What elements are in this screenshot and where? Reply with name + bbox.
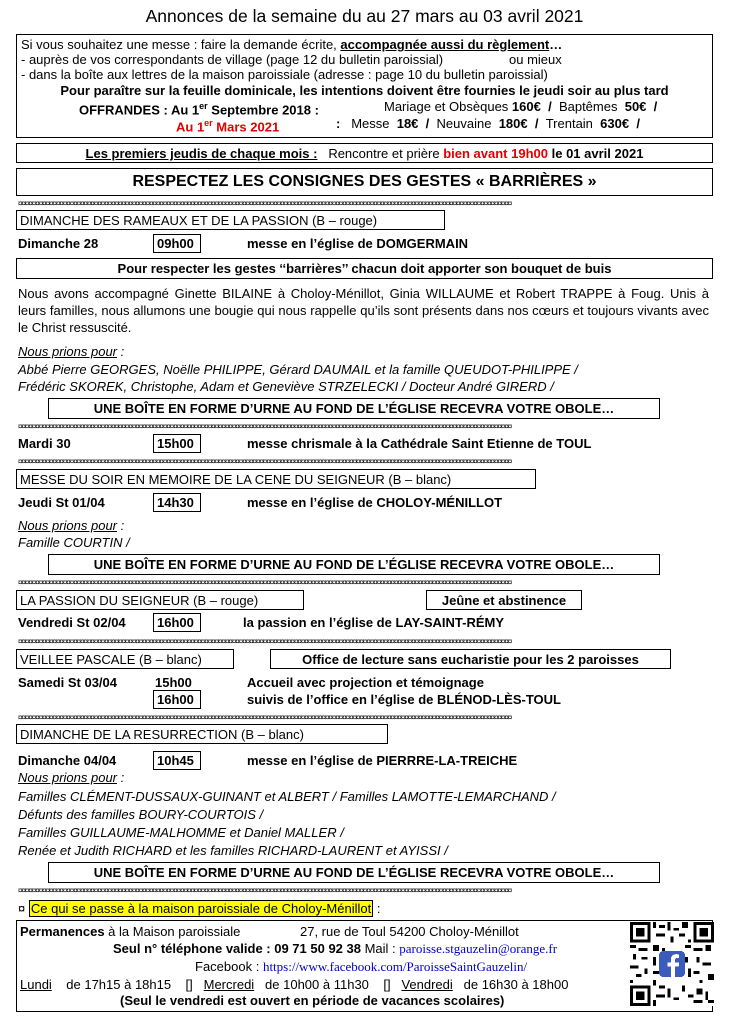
offrandes-prices-2018: Mariage et Obsèques 160€ / Baptêmes 50€ / (384, 99, 658, 114)
permanences-label: Permanences (20, 924, 105, 939)
buis-note: Pour respecter les gestes ‘‘barrières’’ chacun doit apporter son bouquet de buis (117, 261, 612, 276)
info-reglement: accompagnée aussi du règlement (340, 37, 550, 52)
consignes-box (16, 168, 713, 196)
info-line-1: Si vous souhaitez une messe : faire la demande écrite, (21, 37, 337, 52)
vendredi-time-box (153, 613, 201, 632)
mass-request-info-box: Si vous souhaitez une messe : faire la demande écrite, accompagnée aussi du règlement… - auprès de vos correspondants de village (page 12 du bulletin paroissial) ou mieux - dans la boîte aux lettres de la maison paroissiale (adresse : page 10 du bulletin paroissial) Pour paraître sur la feuille dominicale, les intentions doivent être fournies le jeudi soir au plus tard OFFRANDES : Au 1er Septembre 2018 : Mariage et Obsèques 160€ / Baptêmes 50€ / Au 1er Mars 2021 : Messe 18€ / Neuvaine 180€ / Trentain 630€ / (16, 34, 713, 138)
vendredi-day: Vendredi St 02/04 (18, 615, 126, 630)
rameaux-day: Dimanche 28 (18, 236, 99, 251)
prions-paques-3: Familles GUILLAUME-MALHOMME et Daniel MALLER / (18, 825, 344, 840)
prions-rameaux-2: Frédéric SKOREK, Christophe, Adam et Geneviève STRZELECKI / Docteur André GIRERD / (18, 379, 554, 394)
mardi-place: messe chrismale à la Cathédrale Saint Etienne de TOUL (247, 436, 592, 451)
samedi-place-2: suivis de l’office en l’église de BLÉNOD-LÈS-TOUL (247, 692, 561, 707)
info-deadline: Pour paraître sur la feuille dominicale, les intentions doivent être fournies le jeudi soir au plus tard (60, 83, 669, 98)
urne-box-1 (48, 398, 660, 419)
vendredi-title: LA PASSION DU SEIGNEUR (B – rouge) (20, 593, 259, 608)
prions-paques-2: Défunts des familles BOURY-COURTOIS / (18, 807, 264, 822)
vendredi-place: la passion en l’église de LAY-SAINT-RÉMY (243, 615, 505, 630)
samedi-time-1: 15h00 (155, 675, 192, 690)
samedi-title: VEILLEE PASCALE (B – blanc) (20, 652, 202, 667)
info-ou-mieux: ou mieux (509, 52, 562, 67)
paques-title-box (16, 724, 388, 744)
permanences-address: 27, rue de Toul 54200 Choloy-Ménillot (300, 924, 519, 939)
jeudis-label: Les premiers jeudis de chaque mois : (85, 146, 318, 161)
urne-box-2 (48, 554, 660, 575)
holiday-note: (Seul le vendredi est ouvert en période de vacances scolaires) (120, 993, 505, 1008)
paques-time: 10h45 (157, 753, 194, 768)
separator: ¤¤¤¤¤¤¤¤¤¤¤¤¤¤¤¤¤¤¤¤¤¤¤¤¤¤¤¤¤¤¤¤¤¤¤¤¤¤¤¤¤¤¤¤¤¤¤¤¤¤¤¤¤¤¤¤¤¤¤¤¤¤¤¤¤¤¤¤¤¤¤¤¤¤¤¤¤¤¤¤¤¤¤¤¤¤¤¤¤¤¤¤¤¤¤¤¤¤¤¤¤¤¤¤¤¤¤¤¤¤¤¤¤¤¤¤¤¤¤¤¤¤¤¤¤¤¤¤¤¤¤¤¤¤¤¤¤¤¤¤¤¤¤ (18, 715, 512, 721)
urne-box-3 (48, 862, 660, 883)
offrandes-line: OFFRANDES : Au 1er Septembre 2018 : (79, 101, 319, 118)
jeudi-time: 14h30 (157, 495, 194, 510)
email-link[interactable]: paroisse.stgauzelin@orange.fr (399, 941, 558, 956)
paques-day: Dimanche 04/04 (18, 753, 117, 768)
prions-jeudi-1: Famille COURTIN / (18, 535, 130, 550)
jeudi-time-box (153, 493, 201, 512)
rameaux-place: messe en l’église de DOMGERMAIN (247, 236, 469, 251)
mars-2021-label: Au 1er Mars 2021 (176, 118, 280, 135)
jeune-box (426, 590, 582, 610)
office-box (270, 649, 671, 669)
samedi-time-2: 16h00 (157, 692, 194, 707)
samedi-title-box (16, 649, 234, 669)
maison-line: ¤ Ce qui se passe à la maison paroissiale de Choloy-Ménillot : (18, 901, 381, 916)
samedi-day: Samedi St 03/04 (18, 675, 117, 690)
prions-label-3: Nous prions pour : (18, 770, 125, 785)
premiers-jeudis-box: Les premiers jeudis de chaque mois : Rencontre et prière bien avant 19h00 le 01 avril 2021 (16, 143, 713, 163)
buis-box (16, 258, 713, 279)
rameaux-title: DIMANCHE DES RAMEAUX ET DE LA PASSION (B – rouge) (20, 213, 378, 228)
office-note: Office de lecture sans eucharistie pour les 2 paroisses (302, 652, 639, 667)
samedi-place-1: Accueil avec projection et témoignage (247, 675, 484, 690)
separator: ¤¤¤¤¤¤¤¤¤¤¤¤¤¤¤¤¤¤¤¤¤¤¤¤¤¤¤¤¤¤¤¤¤¤¤¤¤¤¤¤¤¤¤¤¤¤¤¤¤¤¤¤¤¤¤¤¤¤¤¤¤¤¤¤¤¤¤¤¤¤¤¤¤¤¤¤¤¤¤¤¤¤¤¤¤¤¤¤¤¤¤¤¤¤¤¤¤¤¤¤¤¤¤¤¤¤¤¤¤¤¤¤¤¤¤¤¤¤¤¤¤¤¤¤¤¤¤¤¤¤¤¤¤¤¤¤¤¤¤¤¤¤¤ (18, 424, 512, 430)
page-title: Annonces de la semaine du au 27 mars au 03 avril 2021 (145, 6, 584, 26)
urne-note-2: UNE BOÎTE EN FORME D’URNE AU FOND DE L’ÉGLISE RECEVRA VOTRE OBOLE… (93, 557, 615, 572)
qr-code[interactable] (630, 922, 714, 1006)
samedi-time-2-box (153, 690, 201, 709)
rameaux-title-box (16, 210, 445, 230)
prions-label-2: Nous prions pour : (18, 518, 125, 533)
mardi-time: 15h00 (157, 436, 194, 451)
jeudi-day: Jeudi St 01/04 (18, 495, 105, 510)
hours-line: Lundi de 17h15 à 18h15 [] Mercredi de 10h00 à 11h30 [] Vendredi de 16h30 à 18h00 (20, 977, 569, 992)
separator: ¤¤¤¤¤¤¤¤¤¤¤¤¤¤¤¤¤¤¤¤¤¤¤¤¤¤¤¤¤¤¤¤¤¤¤¤¤¤¤¤¤¤¤¤¤¤¤¤¤¤¤¤¤¤¤¤¤¤¤¤¤¤¤¤¤¤¤¤¤¤¤¤¤¤¤¤¤¤¤¤¤¤¤¤¤¤¤¤¤¤¤¤¤¤¤¤¤¤¤¤¤¤¤¤¤¤¤¤¤¤¤¤¤¤¤¤¤¤¤¤¤¤¤¤¤¤¤¤¤¤¤¤¤¤¤¤¤¤¤¤¤¤¤ (18, 639, 512, 645)
separator: ¤¤¤¤¤¤¤¤¤¤¤¤¤¤¤¤¤¤¤¤¤¤¤¤¤¤¤¤¤¤¤¤¤¤¤¤¤¤¤¤¤¤¤¤¤¤¤¤¤¤¤¤¤¤¤¤¤¤¤¤¤¤¤¤¤¤¤¤¤¤¤¤¤¤¤¤¤¤¤¤¤¤¤¤¤¤¤¤¤¤¤¤¤¤¤¤¤¤¤¤¤¤¤¤¤¤¤¤¤¤¤¤¤¤¤¤¤¤¤¤¤¤¤¤¤¤¤¤¤¤¤¤¤¤¤¤¤¤¤¤¤¤¤ (18, 580, 512, 586)
mardi-time-box (153, 434, 201, 453)
info-line-3: - dans la boîte aux lettres de la maison paroissiale (adresse : page 10 du bulletin paroissial) (21, 67, 548, 82)
paques-place: messe en l’église de PIERRRE-LA-TREICHE (247, 753, 518, 768)
facebook-link[interactable]: https://www.facebook.com/ParoisseSaintGauzelin/ (262, 959, 528, 974)
separator: ¤¤¤¤¤¤¤¤¤¤¤¤¤¤¤¤¤¤¤¤¤¤¤¤¤¤¤¤¤¤¤¤¤¤¤¤¤¤¤¤¤¤¤¤¤¤¤¤¤¤¤¤¤¤¤¤¤¤¤¤¤¤¤¤¤¤¤¤¤¤¤¤¤¤¤¤¤¤¤¤¤¤¤¤¤¤¤¤¤¤¤¤¤¤¤¤¤¤¤¤¤¤¤¤¤¤¤¤¤¤¤¤¤¤¤¤¤¤¤¤¤¤¤¤¤¤¤¤¤¤¤¤¤¤¤¤¤¤¤¤¤¤¤ (18, 201, 512, 207)
mardi-day: Mardi 30 (18, 436, 71, 451)
vendredi-title-box (16, 590, 304, 610)
jeudi-title: MESSE DU SOIR EN MEMOIRE DE LA CENE DU SEIGNEUR (B – blanc) (20, 472, 452, 487)
prions-paques-1: Familles CLÉMENT-DUSSAUX-GUINANT et ALBERT / Familles LAMOTTE-LEMARCHAND / (18, 789, 556, 804)
prions-paques-4: Renée et Judith RICHARD et les familles RICHARD-LAURENT et AYISSI / (18, 843, 448, 858)
permanences-box: Permanences à la Maison paroissiale 27, rue de Toul 54200 Choloy-Ménillot Seul n° téléphone valide : 09 71 50 92 38 Mail : paroisse.stgauzelin@orange.fr Facebook : https://www.facebook.com/ParoisseSaintGauzelin/ Lundi de 17h15 à 18h15 [] Mercredi de 10h00 à 11h30 [] Vendredi de 16h30 à 18h00 (Seul le vendredi est ouvert en période de vacances scolaires) (16, 920, 713, 1012)
paques-time-box (153, 751, 201, 770)
jeudi-title-box (16, 469, 536, 489)
urne-note-3: UNE BOÎTE EN FORME D’URNE AU FOND DE L’ÉGLISE RECEVRA VOTRE OBOLE… (93, 865, 615, 880)
jeune-note: Jeûne et abstinence (441, 593, 567, 608)
jeudi-place: messe en l’église de CHOLOY-MÉNILLOT (247, 495, 503, 510)
separator: ¤¤¤¤¤¤¤¤¤¤¤¤¤¤¤¤¤¤¤¤¤¤¤¤¤¤¤¤¤¤¤¤¤¤¤¤¤¤¤¤¤¤¤¤¤¤¤¤¤¤¤¤¤¤¤¤¤¤¤¤¤¤¤¤¤¤¤¤¤¤¤¤¤¤¤¤¤¤¤¤¤¤¤¤¤¤¤¤¤¤¤¤¤¤¤¤¤¤¤¤¤¤¤¤¤¤¤¤¤¤¤¤¤¤¤¤¤¤¤¤¤¤¤¤¤¤¤¤¤¤¤¤¤¤¤¤¤¤¤¤¤¤¤ (18, 888, 512, 894)
bullet-icon: ¤ (18, 901, 26, 916)
prions-rameaux-1: Abbé Pierre GEORGES, Noëlle PHILIPPE, Gérard DAUMAIL et la famille QUEUDOT-PHILIPPE / (18, 362, 578, 377)
prions-label-1: Nous prions pour : (18, 344, 125, 359)
rameaux-time: 09h00 (157, 236, 194, 251)
urne-note-1: UNE BOÎTE EN FORME D’URNE AU FOND DE L’ÉGLISE RECEVRA VOTRE OBOLE… (93, 401, 615, 416)
deceased-paragraph: Nous avons accompagné Ginette BILAINE à Choloy-Ménillot, Ginia WILLAUME et Robert TRAPPE à Foug. Unis à leurs familles, nous allumons une bougie qui nous rappelle qu’ils sont présents dans nos cœurs et toujours vivants avec le Christ ressuscité. (18, 286, 709, 335)
consignes-heading: RESPECTEZ LES CONSIGNES DES GESTES « BARRIÈRES » (132, 173, 597, 190)
separator: ¤¤¤¤¤¤¤¤¤¤¤¤¤¤¤¤¤¤¤¤¤¤¤¤¤¤¤¤¤¤¤¤¤¤¤¤¤¤¤¤¤¤¤¤¤¤¤¤¤¤¤¤¤¤¤¤¤¤¤¤¤¤¤¤¤¤¤¤¤¤¤¤¤¤¤¤¤¤¤¤¤¤¤¤¤¤¤¤¤¤¤¤¤¤¤¤¤¤¤¤¤¤¤¤¤¤¤¤¤¤¤¤¤¤¤¤¤¤¤¤¤¤¤¤¤¤¤¤¤¤¤¤¤¤¤¤¤¤¤¤¤¤¤ (18, 459, 512, 465)
vendredi-time: 16h00 (157, 615, 194, 630)
paques-title: DIMANCHE DE LA RESURRECTION (B – blanc) (20, 727, 304, 742)
info-line-2: - auprès de vos correspondants de village (page 12 du bulletin paroissial) (21, 52, 444, 67)
maison-highlight: Ce qui se passe à la maison paroissiale de Choloy-Ménillot (30, 901, 372, 916)
offrandes-prices-2021: : Messe 18€ / Neuvaine 180€ / Trentain 630€ / (336, 116, 640, 131)
phone-number: Seul n° téléphone valide : 09 71 50 92 38 (113, 941, 361, 956)
rameaux-time-box (153, 234, 201, 253)
